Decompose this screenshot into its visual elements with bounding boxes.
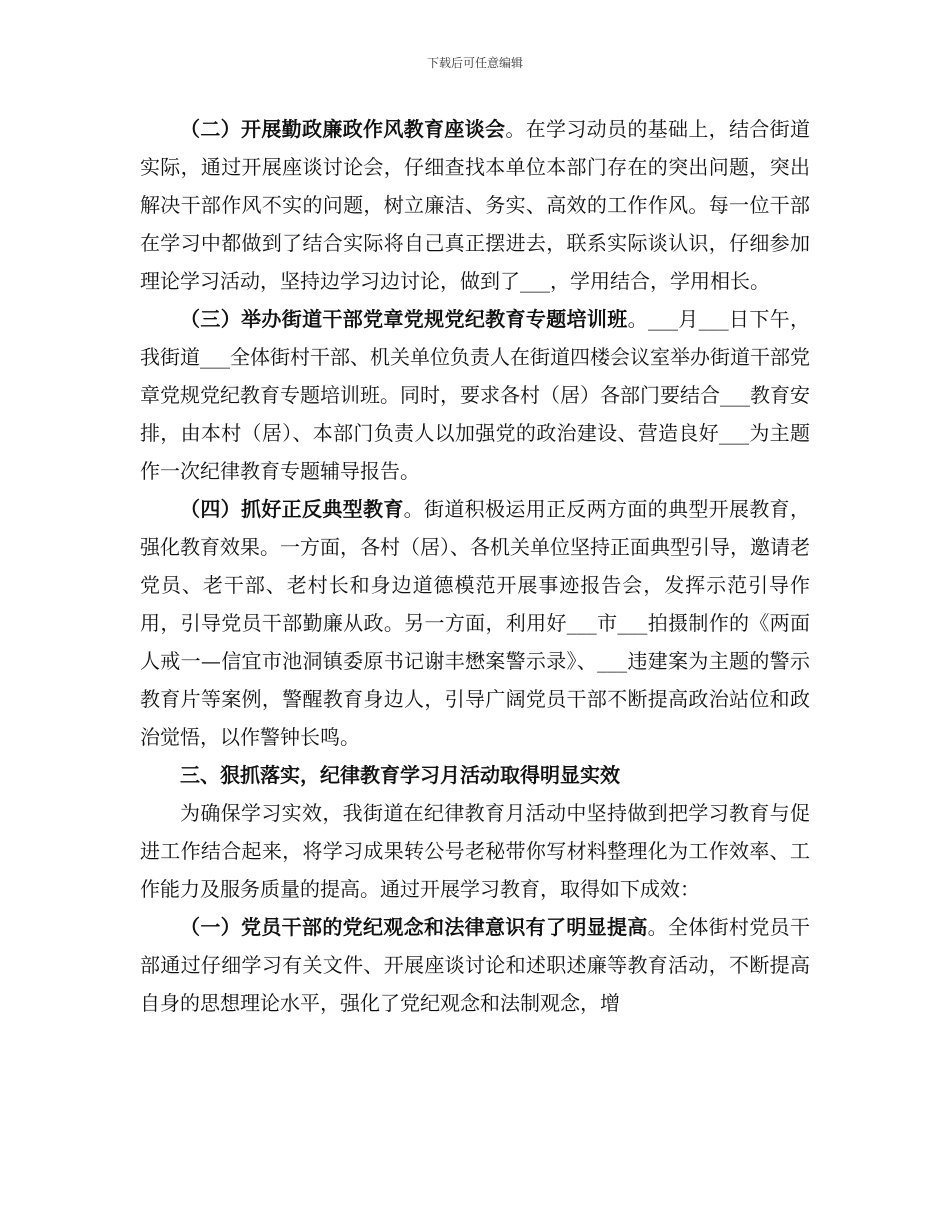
- paragraph-lead: （二）开展勤政廉政作风教育座谈会: [180, 117, 506, 141]
- paragraph-training-class: [140, 300, 810, 490]
- paragraph-lead: （一）党员干部的党纪观念和法律意识有了明显提高: [180, 915, 648, 939]
- paragraph-lead: （三）举办街道干部党章党规党纪教育专题培训班: [180, 307, 628, 331]
- paragraph-typical-education: [140, 490, 810, 756]
- paragraph-discussion-meeting: [140, 110, 810, 300]
- paragraph-lead: （四）抓好正反典型教育: [180, 497, 404, 521]
- paragraph-text: 。全体街村党员干部通过仔细学习有关文件、开展座谈讨论和述职述廉等教育活动，不断提高自身的思想理论水平，强化了党纪观念和法制观念，增: [140, 915, 811, 1015]
- document-body: [140, 110, 810, 1022]
- paragraph-text: 。街道积极运用正反两方面的典型开展教育，强化教育效果。一方面，各村（居）、各机关单位坚持正面典型引导，邀请老党员、老干部、老村长和身边道德模范开展事迹报告会，发挥示范引导作用，引导党员干部勤廉从政。另一方面，利用好___市___拍摄制作的《两面人戒一—信宜市池洞镇委原书记谢丰懋案警示录》、___违建案为主题的警示教育片等案例，警醒教育身边人，引导广阔党员干部不断提高政治站位和政治觉悟，以作警钟长鸣。: [140, 497, 811, 749]
- paragraph-text: 。在学习动员的基础上，结合街道实际，通过开展座谈讨论会，仔细查找本单位本部门存在的突出问题，突出解决干部作风不实的问题，树立廉洁、务实、高效的工作作风。每一位干部在学习中都做到了结合实际将自己真正摆进去，联系实际谈认识，仔细参加理论学习活动，坚持边学习边讨论，做到了___，学用结合，学用相长。: [140, 117, 811, 293]
- paragraph-party-awareness: [140, 908, 810, 1022]
- paragraph-intro: 为确保学习实效，我街道在纪律教育月活动中坚持做到把学习教育与促进工作结合起来，将学习成果转公号老秘带你写材料整理化为工作效率、工作能力及服务质量的提高。通过开展学习教育，取得如下成效：: [140, 801, 810, 901]
- section-heading: 三、狠抓落实，纪律教育学习月活动取得明显实效: [180, 763, 620, 787]
- header-note: 下载后可任意编辑: [426, 56, 523, 70]
- paragraph-text: 。___月___日下午，我街道___全体街村干部、机关单位负责人在街道四楼会议室举办街道干部党章党规党纪教育专题培训班。同时，要求各村（居）各部门要结合___教育安排，由本村（居）、本部门负责人以加强党的政治建设、营造良好___为主题作一次纪律教育专题辅导报告。: [140, 307, 811, 483]
